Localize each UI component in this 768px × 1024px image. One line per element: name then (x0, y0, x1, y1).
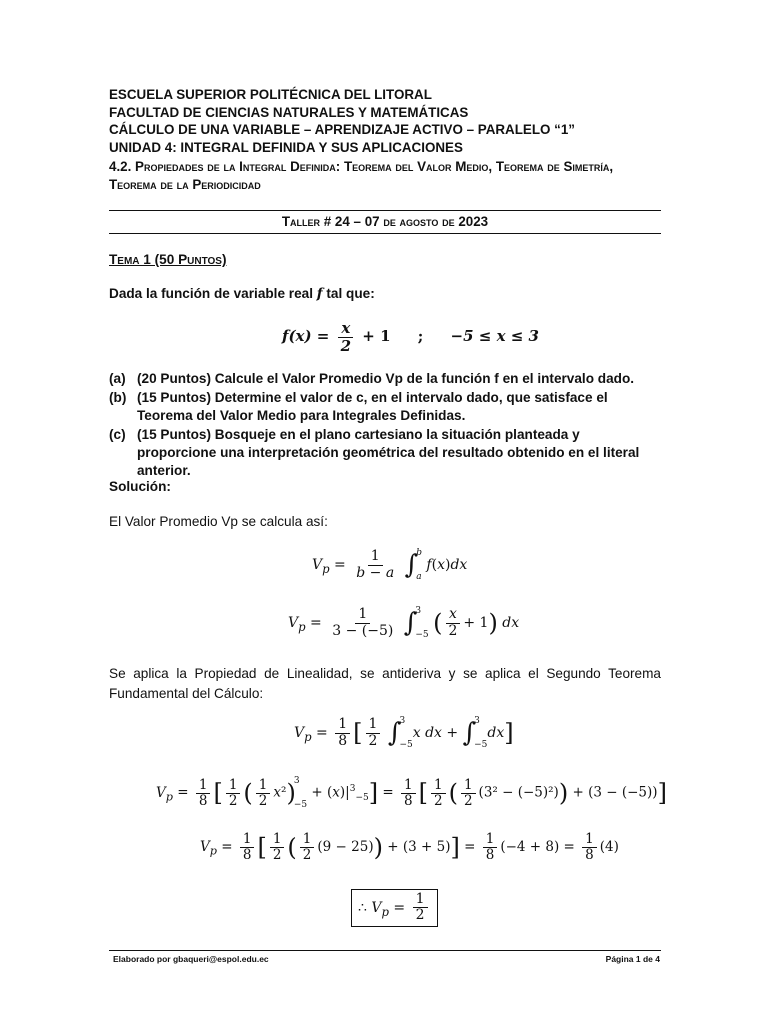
item-a: (a) (20 Puntos) Calcule el Valor Promedio Vp de la función f en el intervalo dado. (109, 371, 635, 386)
equation-3: $V_p$ = $\frac{1}{8}$ [ $\frac{1}{2}$ ∫ 3 −5 x dx + ∫ 3 −5 dx] (294, 716, 514, 750)
header-topic-cont: Teorema de la Periodicidad (109, 177, 261, 192)
equation-5: $V_p$ = $\frac{1}{8}$ [ $\frac{1}{2}$ ( $\frac{1}{2}$ (9 − 25)) + (3 + 5)] = $\frac{1}{8}$ (−4 + 8) = $\frac{1}{8}$ (4) (200, 831, 619, 863)
header-unit: UNIDAD 4: INTEGRAL DEFINIDA Y SUS APLICACIONES (109, 140, 463, 155)
footer-author: Elaborado por gbaqueri@espol.edu.ec (113, 954, 269, 964)
footer-page: Página 1 de 4 (605, 954, 660, 964)
item-c: (c) (15 Puntos) Bosqueje en el plano cartesiano la situación planteada y proporcione una interpretación geométrica del resultado obtenido en el literal anterior. (109, 427, 640, 478)
header-course: CÁLCULO DE UNA VARIABLE – APRENDIZAJE ACTIVO – PARALELO “1” (109, 122, 575, 137)
solution-title: Solución: (109, 479, 171, 494)
result-box: ∴ $V_p$ = $\frac{1}{2}$ (351, 889, 438, 927)
footer-rule (109, 950, 661, 951)
equation-1: $V_p$ = $\frac{1}{b - a}$ ∫ b a f(x)dx (312, 548, 468, 582)
solution-intro: El Valor Promedio Vp se calcula así: (109, 514, 328, 529)
equation-2: $V_p$ = $\frac{1}{3 - (-5)}$ ∫ 3 −5 ( $\frac{x}{2}$ + 1) dx (288, 606, 520, 640)
function-definition: f(x) = $\frac{x}{2}$ + 1 ; −5 ≤ x ≤ 3 (282, 319, 539, 355)
equation-4: $V_p$ = $\frac{1}{8}$ [ $\frac{1}{2}$ ( $\frac{1}{2}$ x²) 3 −5 + $(x)|^3_{-5}$] = $\frac{1}{8}$ [ $\frac{1}{2}$ ( $\frac{1}{2}$ (3² − (−5)²)) + (3 − (−5))] (156, 776, 667, 810)
rule-bottom (109, 233, 661, 234)
header-faculty: FACULTAD DE CIENCIAS NATURALES Y MATEMÁTICAS (109, 105, 469, 120)
header-topic: 4.2. Propiedades de la Integral Definida: Teorema del Valor Medio, Teorema de Simetría, (109, 159, 614, 174)
taller-title: Taller # 24 – 07 de agosto de 2023 (281, 214, 489, 229)
solution-text-2: Se aplica la Propiedad de Linealidad, se antideriva y se aplica el Segundo Teorema Fundamental del Cálculo: (109, 666, 661, 701)
tema-intro: Dada la función de variable real f tal que: (109, 286, 375, 302)
header-school: ESCUELA SUPERIOR POLITÉCNICA DEL LITORAL (109, 87, 432, 102)
rule-top (109, 210, 661, 211)
tema-title: Tema 1 (50 Puntos) (109, 252, 227, 267)
item-b: (b) (15 Puntos) Determine el valor de c, en el intervalo dado, que satisface el Teorema del Valor Medio para Integrales Definidas. (109, 390, 608, 423)
